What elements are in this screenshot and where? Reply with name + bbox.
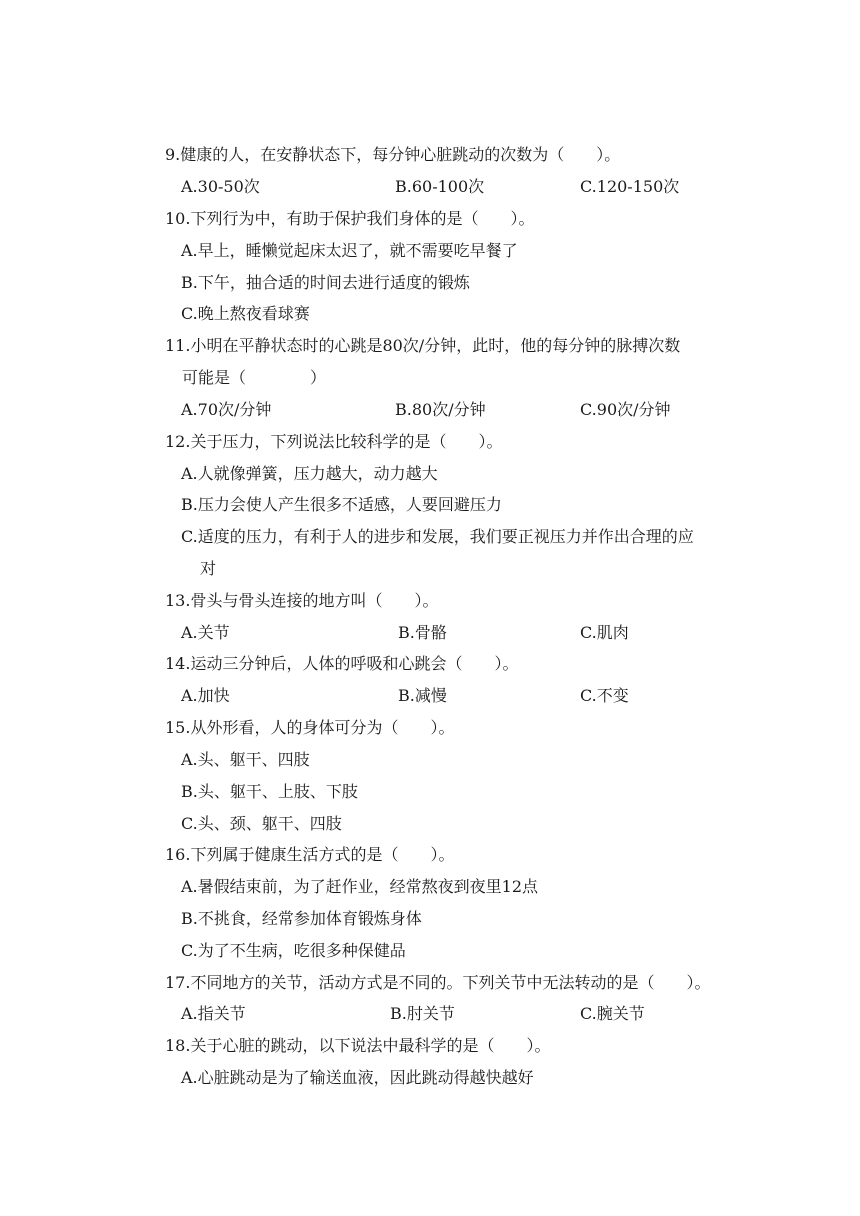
question-12-option-a: A.人就像弹簧，压力越大，动力越大 (181, 464, 438, 483)
question-9-option-b: B.60-100次 (395, 177, 485, 196)
question-12-option-c-continued: 对 (200, 559, 217, 578)
question-14-option-a: A.加快 (181, 686, 230, 705)
question-9-stem: 9.健康的人，在安静状态下，每分钟心脏跳动的次数为（ ）。 (165, 145, 621, 164)
question-18-option-a: A.心脏跳动是为了输送血液，因此跳动得越快越好 (181, 1068, 534, 1087)
question-14-options (181, 682, 781, 710)
question-16-stem: 16.下列属于健康生活方式的是（ ）。 (165, 845, 455, 864)
question-13-option-a: A.关节 (181, 623, 230, 642)
question-14-stem: 14.运动三分钟后，人体的呼吸和心跳会（ ）。 (165, 654, 519, 673)
question-17-option-a: A.指关节 (181, 1004, 246, 1023)
question-14-option-b: B.减慢 (398, 686, 447, 705)
question-11-option-a: A.70次/分钟 (181, 400, 272, 419)
question-9-option-a: A.30-50次 (181, 177, 260, 196)
question-14-option-c: C.不变 (580, 686, 629, 705)
question-10-option-a: A.早上，睡懒觉起床太迟了，就不需要吃早餐了 (181, 241, 518, 260)
question-9-option-c: C.120-150次 (580, 177, 680, 196)
question-13-option-b: B.骨骼 (398, 623, 447, 642)
question-13-option-c: C.肌肉 (580, 623, 629, 642)
question-12-option-b: B.压力会使人产生很多不适感，人要回避压力 (181, 495, 502, 514)
question-13-options (181, 619, 781, 647)
question-17-option-c: C.腕关节 (580, 1004, 645, 1023)
question-15-option-a: A.头、躯干、四肢 (181, 750, 310, 769)
question-11-options (181, 396, 781, 424)
question-16-option-b: B.不挑食，经常参加体育锻炼身体 (181, 909, 422, 928)
question-18-stem: 18.关于心脏的跳动，以下说法中最科学的是（ ）。 (165, 1036, 551, 1055)
question-11-option-b: B.80次/分钟 (395, 400, 486, 419)
question-16-option-a: A.暑假结束前，为了赶作业，经常熬夜到夜里12点 (181, 877, 539, 896)
question-12-stem: 12.关于压力，下列说法比较科学的是（ ）。 (165, 432, 503, 451)
question-16-option-c: C.为了不生病，吃很多种保健品 (181, 941, 406, 960)
question-17-option-b: B.肘关节 (390, 1004, 455, 1023)
question-15-option-c: C.头、颈、躯干、四肢 (181, 814, 342, 833)
question-17-stem: 17.不同地方的关节，活动方式是不同的。下列关节中无法转动的是（ ）。 (165, 973, 711, 992)
question-11-option-c: C.90次/分钟 (580, 400, 671, 419)
question-11-stem: 11.小明在平静状态时的心跳是80次/分钟，此时，他的每分钟的脉搏次数 (165, 336, 681, 355)
question-9-options (181, 173, 781, 201)
question-17-options (181, 1000, 781, 1028)
question-10-option-c: C.晚上熬夜看球赛 (181, 304, 310, 323)
question-11-stem-continued: 可能是（ ） (182, 368, 327, 387)
question-15-option-b: B.头、躯干、上肢、下肢 (181, 782, 358, 801)
question-12-option-c: C.适度的压力，有利于人的进步和发展，我们要正视压力并作出合理的应 (181, 527, 694, 546)
question-15-stem: 15.从外形看，人的身体可分为（ ）。 (165, 718, 455, 737)
question-13-stem: 13.骨头与骨头连接的地方叫（ ）。 (165, 591, 439, 610)
question-10-option-b: B.下午，抽合适的时间去进行适度的锻炼 (181, 273, 470, 292)
question-10-stem: 10.下列行为中，有助于保护我们身体的是（ ）。 (165, 209, 535, 228)
